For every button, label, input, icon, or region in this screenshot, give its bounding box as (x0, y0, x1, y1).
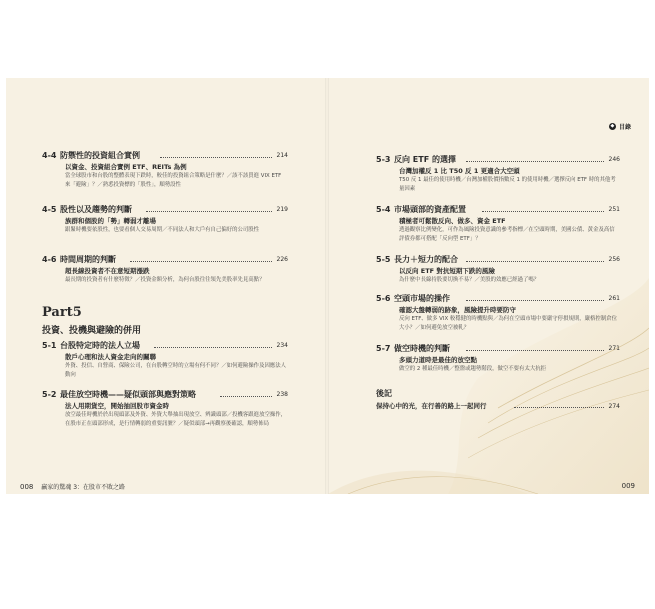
toc-tab (609, 122, 631, 131)
book-spread (6, 78, 649, 494)
section-subtitle: 法人用期貨空，開始抽回股市資金時 (65, 402, 169, 410)
section-description: 外資、投信、自營商、保險公司，在台股轉空時的立場有何不同？／如何避險操作及因應法人動向 (65, 363, 287, 378)
section-title: 空頭市場的操作 (394, 294, 450, 303)
leader-dots (146, 211, 272, 212)
section-page: 246 (608, 156, 620, 163)
toc-entry-5-5[interactable] (376, 254, 620, 285)
section-number: 5-7 (376, 344, 391, 353)
page-number: 009 (621, 482, 635, 490)
section-title: 市場頭部的資產配置 (394, 205, 466, 214)
section-description: 跟緊時機要依股性，也要看個人交易周期／不同法人和大戶有自己偏好的公司股性 (65, 227, 260, 233)
section-description: 反向 ETF、做多 VIX 較穩健的時機點與／為何在空頭市場中要嚴守停損規則，嚴格控制倉位大小？／如何避免放空被軋？ (399, 316, 617, 331)
section-description: T50 反 1 最佳的使用時機／台灣加權股價指數反 1 的使用時機／選擇反向 ETF 時的其他考量因素 (399, 177, 616, 192)
section-page: 219 (276, 206, 288, 213)
toc-entry-afterword[interactable] (376, 388, 620, 411)
section-subtitle: 確認大盤轉弱的跡象，風險提升時要防守 (399, 306, 516, 314)
leader-dots (160, 157, 272, 158)
right-footer (622, 482, 635, 490)
right-page (328, 78, 649, 494)
section-title: 反向 ETF 的選擇 (394, 155, 456, 164)
section-page: 261 (608, 295, 620, 302)
section-number: 5-6 (376, 294, 391, 303)
section-page: 214 (276, 152, 288, 159)
section-title: 防禦性的投資組合實例 (60, 151, 140, 160)
section-subtitle: 以資金、投資組合實例 ETF、REITs 為例 (65, 163, 187, 171)
afterword-title: 後記 (376, 389, 392, 398)
afterword-page: 274 (608, 403, 620, 410)
part-title: 投資、投機與避險的併用 (42, 326, 142, 336)
toc-entry-5-2[interactable] (42, 389, 288, 428)
page-number: 008 (20, 483, 34, 491)
section-number: 5-4 (376, 205, 391, 214)
section-subtitle: 以反向 ETF 對抗短期下跌的風險 (399, 267, 495, 275)
leader-dots (466, 300, 604, 301)
leader-dots (220, 396, 272, 397)
section-subtitle: 散戶心理和法人資金走向的關聯 (65, 353, 156, 361)
leader-dots (466, 161, 604, 162)
leader-dots (130, 261, 272, 262)
toc-entry-5-6[interactable] (376, 293, 620, 332)
toc-entry-5-1[interactable] (42, 340, 288, 379)
section-page: 251 (608, 206, 620, 213)
section-description: 為什麼中長線持股要切換不易？／美股的效應已經過了嗎？ (399, 277, 540, 283)
tab-label: 目錄 (618, 124, 631, 131)
section-number: 4-4 (42, 151, 57, 160)
section-number: 5-1 (42, 341, 57, 350)
section-title: 最佳放空時機——疑似頭部與應對策略 (60, 390, 196, 399)
leader-dots (514, 407, 604, 408)
afterword-subtitle: 保持心中的光，在行善的路上一起同行 (376, 402, 487, 410)
toc-entry-5-7[interactable] (376, 343, 620, 374)
section-page: 256 (608, 256, 620, 263)
section-page: 271 (608, 345, 620, 352)
toc-entry-5-3[interactable] (376, 154, 620, 193)
section-title: 做空時機的判斷 (394, 344, 450, 353)
toc-entry-4-5[interactable] (42, 204, 288, 235)
section-number: 4-5 (42, 205, 57, 214)
section-description: 當全球股市和台股的整體表現下跌時，較佳的投資組合策略是什麼？／該不該買進 VIX ETF 來「避險」？／熟悉投資標的「股性」，順勢設性 (65, 173, 282, 188)
section-page: 226 (276, 256, 288, 263)
section-title: 長力＋短力的配合 (394, 255, 458, 264)
section-number: 5-2 (42, 390, 57, 399)
section-title: 台股特定時的法人立場 (60, 341, 140, 350)
leader-dots (482, 211, 604, 212)
section-subtitle: 台灣加權反 1 比 T50 反 1 更適合大空頭 (399, 167, 520, 175)
section-title: 時間周期的判斷 (60, 255, 116, 264)
section-description: 透過觀察比例變化，可作為風險投資意識的參考指標／在空頭時期，美國公債、黃金及高信評債券都可搭配「反向型 ETF」？ (399, 227, 615, 242)
left-page (6, 78, 327, 494)
section-description: 做空的 2 種最佳時機／整盤或趨勢階段，做空不要有太大抗拒 (399, 366, 547, 372)
toc-entry-5-4[interactable] (376, 204, 620, 243)
section-subtitle: 族群和個股的「勢」轉弱才離場 (65, 217, 156, 225)
section-subtitle: 多頭力道時是最佳的放空點 (399, 356, 477, 364)
section-subtitle: 積極者可鬆散反向、做多、資金 ETF (399, 217, 506, 225)
section-title: 股性以及趨勢的判斷 (60, 205, 132, 214)
section-number: 5-3 (376, 155, 391, 164)
section-subtitle: 超長線投資者不在意短期漲跌 (65, 267, 150, 275)
section-description: 放空最佳時機於於出現頭部及外資、外資大舉抽出現放空、辨識頭部／投機客跟進放空操作，在股市正在頭部形成，是行情轉弱的重要訊號？／疑似頭部→再觀察後確認，順勢佈局 (65, 412, 287, 427)
leader-dots (466, 350, 604, 351)
leader-dots (466, 261, 604, 262)
toc-entry-4-4[interactable] (42, 150, 288, 189)
section-page: 238 (276, 391, 288, 398)
left-footer (20, 482, 125, 491)
toc-entry-4-6[interactable] (42, 254, 288, 285)
part-label: Part5 (42, 305, 82, 320)
section-number: 5-5 (376, 255, 391, 264)
tab-icon: ◆ (610, 123, 615, 129)
section-description: 最長期的投資者有什麼特徵？／投資金額分析，為何台股往往領先美股率先見高點？ (65, 277, 265, 283)
section-page: 234 (276, 342, 288, 349)
leader-dots (154, 347, 272, 348)
section-number: 4-6 (42, 255, 57, 264)
running-title: 贏家的驚魂 3：在股市不敗之路 (41, 484, 126, 491)
